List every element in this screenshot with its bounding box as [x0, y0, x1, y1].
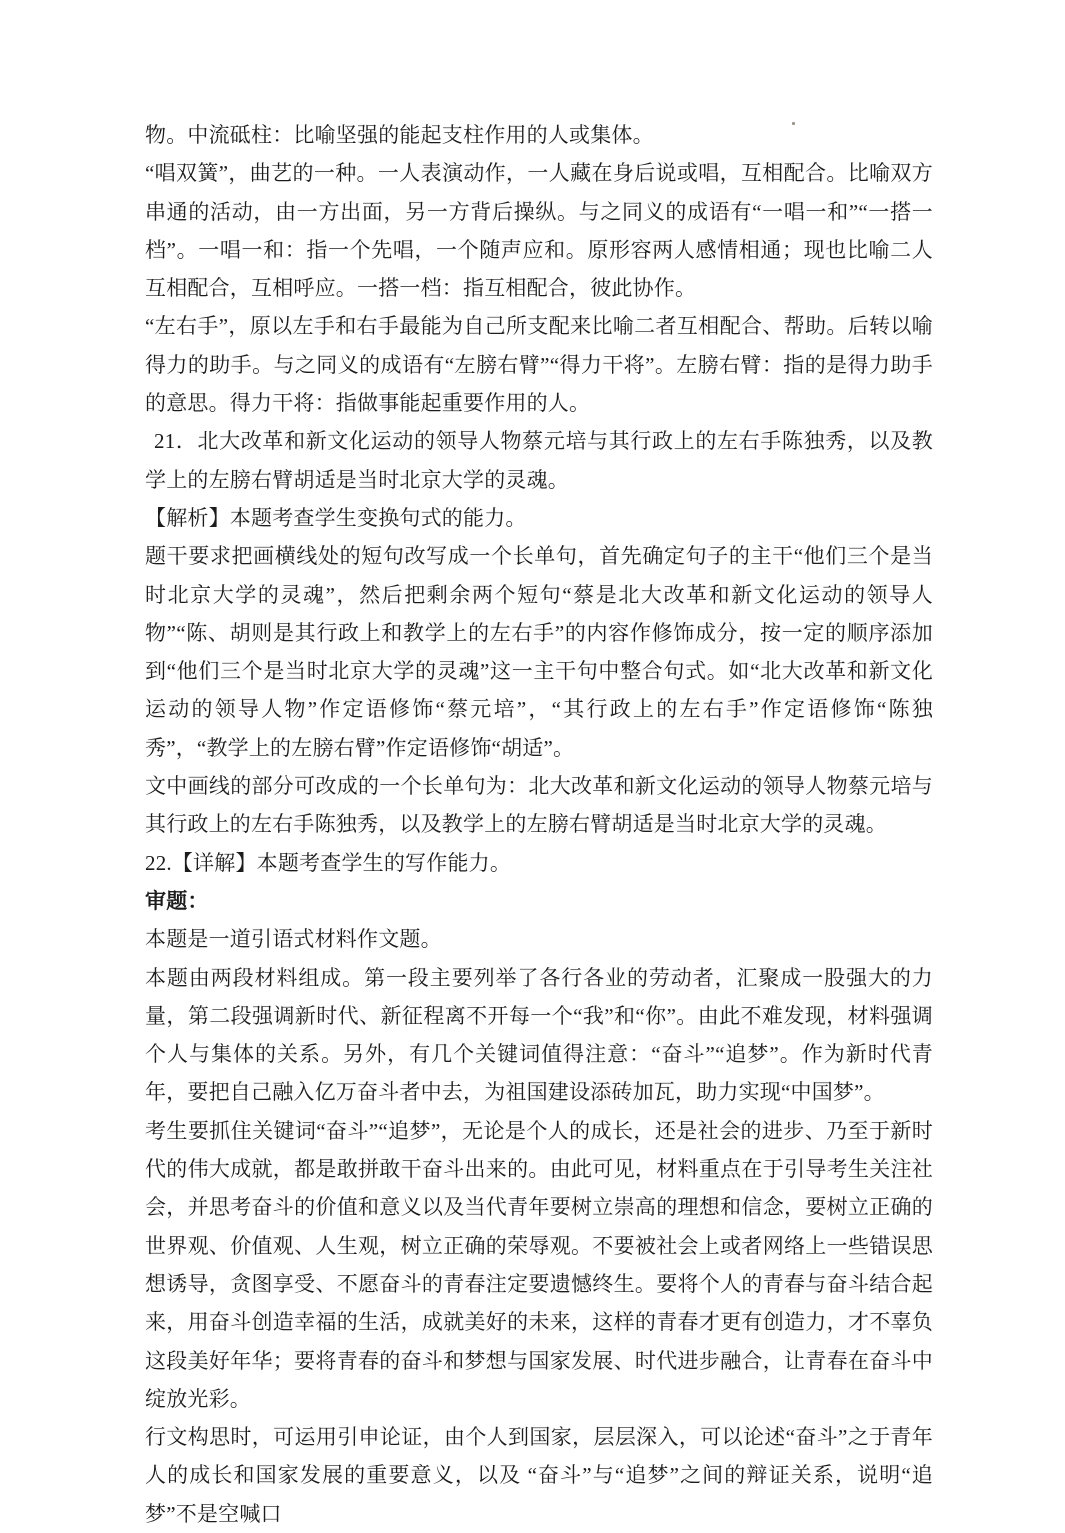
paragraph-q21-analysis-body: 题干要求把画横线处的短句改写成一个长单句，首先确定句子的主干“他们三个是当时北京大学的灵魂”，然后把剩余两个短句“蔡是北大改革和新文化运动的领导人物”“陈、胡则是其行政上和教学上的左右手”的内容作修饰成分，按一定的顺序添加到“他们三个是当时北京大学的灵魂”这一主干句中整合句式。如“北大改革和新文化运动的领导人物”作定语修饰“蔡元培”，“其行政上的左右手”作定语修饰“陈独秀”，“教学上的左膀右臂”作定语修饰“胡适”。 — [145, 544, 933, 760]
paragraph-keyword-analysis: 考生要抓住关键词“奋斗”“追梦”，无论是个人的成长，还是社会的进步、乃至于新时代的伟大成就，都是敢拼敢干奋斗出来的。由此可见，材料重点在于引导考生关注社会，并思考奋斗的价值和意义以及当代青年要树立崇高的理想和信念，要树立正确的世界观、价值观、人生观，树立正确的荣辱观。不要被社会上或者网络上一些错误思想诱导，贪图享受、不愿奋斗的青春注定要遗憾终生。要将个人的青春与奋斗结合起来，用奋斗创造幸福的生活，成就美好的未来，这样的青春才更有创造力，才不辜负这段美好年华；要将青春的奋斗和梦想与国家发展、时代进步融合，让青春在奋斗中绽放光彩。 — [145, 1118, 933, 1411]
paragraph-essay-type: 本题是一道引语式材料作文题。 — [145, 927, 442, 952]
paragraph-zuoyoushou-definition: “左右手”，原以左手和右手最能为自己所支配来比喻二者互相配合、帮助。后转以喻得力的助手。与之同义的成语有“左膀右臂”“得力干将”。左膀右臂：指的是得力助手的意思。得力干将：指做事能起重要作用的人。 — [145, 314, 933, 416]
document-content — [145, 116, 933, 1533]
paragraph-zhongliudizhu-definition: 物。中流砥柱：比喻坚强的能起支柱作用的人或集体。 — [145, 123, 654, 147]
paragraph-q22-detail-header: 22.【详解】本题考查学生的写作能力。 — [145, 850, 512, 875]
heading-shenti: 审题： — [145, 888, 209, 913]
paragraph-writing-structure: 行文构思时，可运用引申论证，由个人到国家，层层深入，可以论述“奋斗”之于青年人的成长和国家发展的重要意义，以及 “奋斗”与“追梦”之间的辩证关系，说明“追梦”不是空喊口 — [145, 1425, 933, 1526]
paragraph-q21-analysis-header: 【解析】本题考查学生变换句式的能力。 — [145, 505, 527, 530]
paragraph-q21-final-sentence: 文中画线的部分可改成的一个长单句为：北大改革和新文化运动的领导人物蔡元培与其行政上的左右手陈独秀，以及教学上的左膀右臂胡适是当时北京大学的灵魂。 — [145, 774, 933, 837]
paragraph-q21-answer: 21．北大改革和新文化运动的领导人物蔡元培与其行政上的左右手陈独秀，以及教学上的左膀右臂胡适是当时北京大学的灵魂。 — [145, 429, 933, 492]
paragraph-material-composition: 本题由两段材料组成。第一段主要列举了各行各业的劳动者，汇聚成一股强大的力量，第二段强调新时代、新征程离不开每一个“我”和“你”。由此不难发现，材料强调个人与集体的关系。另外，有几个关键词值得注意：“奋斗”“追梦”。作为新时代青年，要把自己融入亿万奋斗者中去，为祖国建设添砖加瓦，助力实现“中国梦”。 — [145, 965, 933, 1105]
paragraph-changshuanghuang-definition: “唱双簧”，曲艺的一种。一人表演动作，一人藏在身后说或唱，互相配合。比喻双方串通的活动，由一方出面，另一方背后操纵。与之同义的成语有“一唱一和”“一搭一档”。一唱一和：指一个先唱，一个随声应和。原形容两人感情相通；现也比喻二人互相配合，互相呼应。一搭一档：指互相配合，彼此协作。 — [145, 161, 933, 301]
